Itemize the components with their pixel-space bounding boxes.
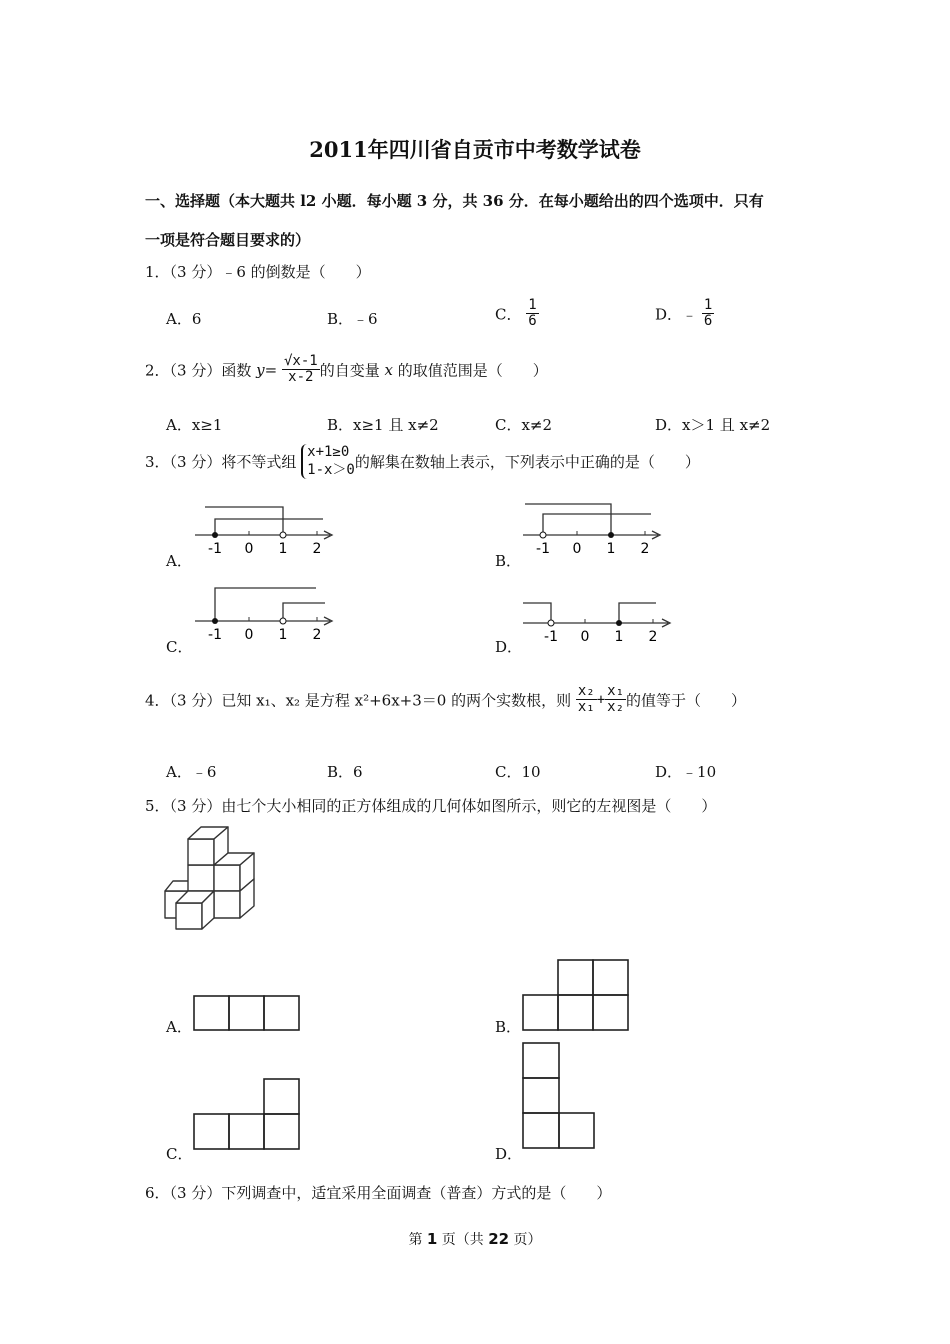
q3-option-b-label: B． — [495, 552, 522, 570]
q5-view-d — [521, 1041, 597, 1151]
q2-option-c: C．x≠2 — [495, 416, 553, 434]
svg-text:0: 0 — [244, 627, 254, 643]
svg-text:2: 2 — [312, 627, 322, 643]
svg-text:1: 1 — [614, 629, 624, 645]
q1-option-a: A．6 — [166, 310, 202, 328]
svg-text:1: 1 — [278, 627, 288, 643]
q4-fraction-1: $\frac{\text{x₂}}{\text{x₁}}$ — [577, 683, 595, 716]
q2-option-b: B．x≥1 且 x≠2 — [327, 416, 439, 434]
q4-option-a: A．﹣6 — [166, 763, 217, 781]
q4-stem: 4．（3 分）已知 x₁、x₂ 是方程 x²+6x+3＝0 的两个实数根，则 $\frac{\text{x₂}}{\text{x₁}}$ + $\frac{\text{x₁}}{\text{x₂}}$ 的值等于（ ） — [145, 683, 747, 716]
svg-text:2: 2 — [312, 541, 322, 557]
q2-fraction: $\frac{√x-1}{x-2}$ — [283, 353, 318, 386]
q3-option-d-label: D． — [495, 638, 523, 656]
svg-text:0: 0 — [580, 629, 590, 645]
q5-cube-solid-figure — [160, 823, 260, 933]
svg-text:-1: -1 — [208, 541, 222, 557]
q3-number-line-b — [518, 500, 668, 560]
section-heading-line2: 一项是符合题目要求的） — [145, 231, 311, 249]
q5-option-a-label: A． — [166, 1018, 192, 1036]
q5-view-b — [521, 958, 631, 1032]
svg-text:-1: -1 — [536, 541, 550, 557]
q1-stem: 1．（3 分）﹣6 的倒数是（ ） — [145, 263, 371, 281]
svg-text:1: 1 — [606, 541, 616, 557]
q2-option-d: D．x＞1 且 x≠2 — [655, 416, 771, 434]
svg-text:0: 0 — [244, 541, 254, 557]
q5-view-a — [192, 994, 302, 1032]
q5-option-d-label: D． — [495, 1145, 523, 1163]
page-title: 2011年四川省自贡市中考数学试卷 — [309, 137, 641, 162]
section-heading-line1: 一、选择题（本大题共 l2 小题．每小题 3 分，共 36 分．在每小题给出的四个选项中．只有 — [145, 192, 764, 210]
q2-stem: 2．（3 分）函数 y= $\frac{√x-1}{x-2}$ 的自变量 x 的取值范围是（ ） — [145, 353, 548, 386]
q5-stem: 5．（3 分）由七个大小相同的正方体组成的几何体如图所示，则它的左视图是（ ） — [145, 797, 717, 815]
q1-option-d: D．﹣ $\frac{1}{6}$ — [655, 297, 713, 330]
q1-option-c: C． $\frac{1}{6}$ — [495, 297, 537, 330]
q1-c-fraction: $\frac{1}{6}$ — [528, 297, 537, 330]
svg-text:1: 1 — [278, 541, 288, 557]
q3-option-c-label: C． — [166, 638, 193, 656]
q3-number-line-d — [518, 588, 678, 648]
page-footer: 第 1 页（共 22 页） — [408, 1230, 542, 1248]
svg-text:-1: -1 — [544, 629, 558, 645]
q3-number-line-c — [190, 586, 340, 646]
q5-option-c-label: C． — [166, 1145, 193, 1163]
q2-option-a: A．x≥1 — [166, 416, 223, 434]
q3-stem: 3．（3 分）将不等式组 x+1≥0 1-x＞0 的解集在数轴上表示，下列表示中正确的是（ ） — [145, 444, 700, 478]
q4-fraction-2: $\frac{\text{x₁}}{\text{x₂}}$ — [607, 683, 625, 716]
q1-d-fraction: $\frac{1}{6}$ — [703, 297, 713, 330]
page-number: 1 — [426, 1230, 438, 1248]
q4-option-c: C．10 — [495, 763, 541, 781]
q3-option-a-label: A． — [166, 552, 192, 570]
svg-text:2: 2 — [648, 629, 658, 645]
q5-option-b-label: B． — [495, 1018, 522, 1036]
q4-option-d: D．﹣10 — [655, 763, 717, 781]
q5-view-c — [192, 1077, 302, 1151]
q6-stem: 6．（3 分）下列调查中，适宜采用全面调查（普查）方式的是（ ） — [145, 1184, 612, 1202]
page-total: 22 — [488, 1230, 510, 1248]
q3-number-line-a — [190, 500, 340, 560]
svg-text:-1: -1 — [208, 627, 222, 643]
svg-text:2: 2 — [640, 541, 650, 557]
inequality-system: x+1≥0 1-x＞0 — [301, 444, 355, 479]
svg-text:0: 0 — [572, 541, 582, 557]
q4-option-b: B．6 — [327, 763, 363, 781]
q1-option-b: B．﹣6 — [327, 310, 378, 328]
